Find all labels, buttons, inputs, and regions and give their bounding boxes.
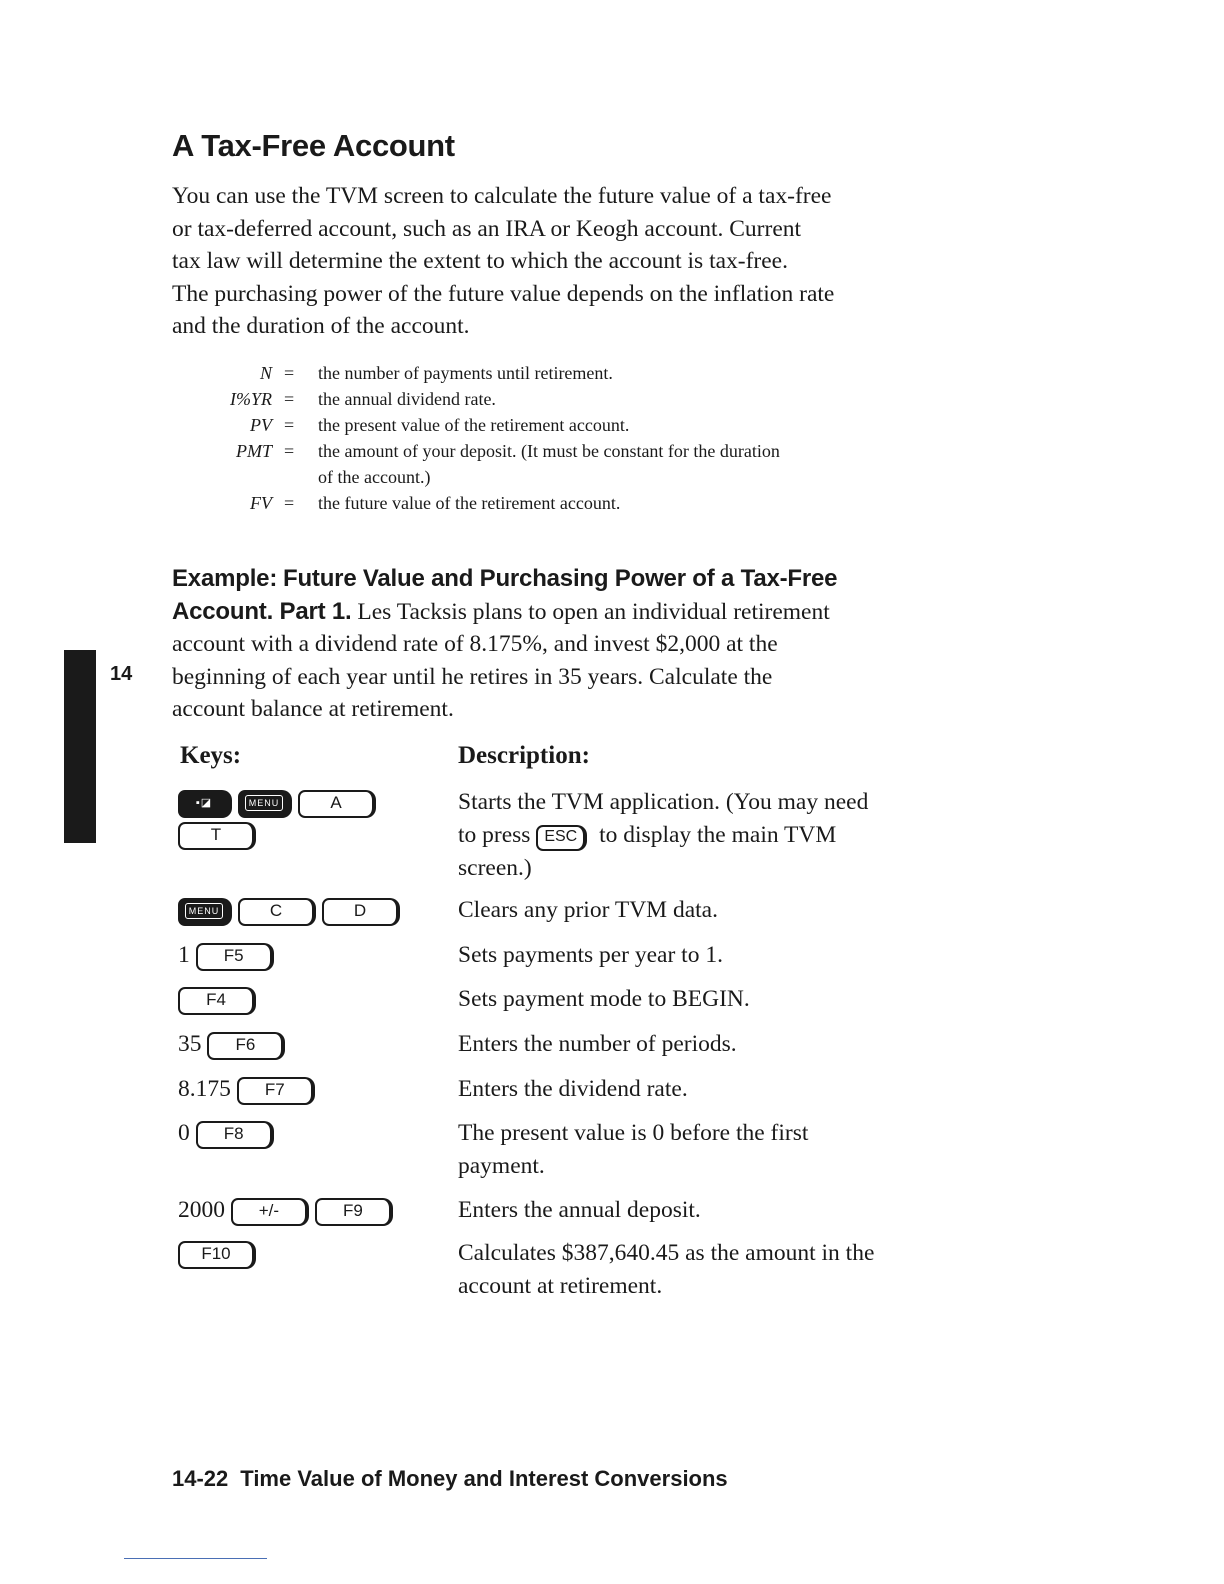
definition-row: [172, 438, 1012, 464]
description-column-header: Description:: [458, 742, 590, 769]
f7-key: F7: [237, 1077, 315, 1105]
keystroke-sequence: [178, 894, 406, 927]
menu-key: MENU: [238, 790, 292, 818]
definition-variable: PMT: [236, 441, 272, 461]
row-description: The present value is 0 before the first payment.: [458, 1120, 809, 1179]
keystroke-prefix: 8.175: [178, 1076, 231, 1102]
definition-variable: I%YR: [230, 389, 272, 409]
definition-variable: FV: [250, 493, 272, 513]
definition-text: the annual dividend rate.: [318, 389, 496, 409]
definition-row: [172, 412, 1012, 438]
c-key: C: [238, 898, 316, 926]
example-line: account balance at retirement.: [172, 696, 454, 722]
definition-row: [172, 464, 1012, 490]
intro-paragraph: [172, 180, 1012, 343]
chapter-title: Time Value of Money and Interest Conversions: [240, 1466, 728, 1491]
row-description: Calculates $387,640.45 as the amount in the account at retirement.: [458, 1240, 875, 1299]
keystroke-sequence: [178, 1117, 280, 1150]
definition-row: [172, 360, 1012, 386]
f6-key: F6: [207, 1032, 285, 1060]
definition-variable: PV: [250, 415, 272, 435]
example-line: beginning of each year until he retires in 35 years. Calculate the: [172, 663, 773, 690]
definition-variable: N: [259, 363, 272, 383]
section-title: A Tax-Free Account: [172, 128, 455, 163]
bottom-rule: [124, 1558, 267, 1559]
keystroke-prefix: 1: [178, 942, 190, 968]
page-footer: [172, 1466, 728, 1492]
example-heading: Future Value and Purchasing Power of a Tax-Free: [283, 565, 838, 592]
row-description: Starts the TVM application. (You may need to press ESC to display the main TVM screen.): [458, 789, 869, 881]
example-body: Les Tacksis plans to open an individual retirement: [357, 598, 830, 625]
example-paragraph: [172, 563, 1022, 726]
intro-line: tax law will determine the extent to which the account is tax-free.: [172, 248, 788, 274]
row-description: Enters the dividend rate.: [458, 1076, 688, 1102]
keystroke-sequence: [178, 983, 262, 1016]
f4-key: F4: [178, 987, 256, 1015]
intro-line: and the duration of the account.: [172, 313, 470, 339]
chapter-number: 14: [110, 663, 133, 685]
keystroke-prefix: 2000: [178, 1197, 225, 1223]
definition-row: [172, 490, 1012, 516]
intro-line: The purchasing power of the future value depends on the inflation rate: [172, 280, 835, 307]
row-description: Clears any prior TVM data.: [458, 897, 718, 923]
definition-text: of the account.): [318, 467, 431, 487]
f10-key: F10: [178, 1241, 256, 1269]
intro-line: or tax-deferred account, such as an IRA or Keogh account. Current: [172, 215, 802, 242]
example-label: Example:: [172, 565, 278, 592]
keystroke-prefix: 0: [178, 1120, 190, 1146]
definition-text: the amount of your deposit. (It must be constant for the duration: [318, 441, 780, 461]
definition-equals: =: [284, 363, 295, 383]
a-key: A: [298, 790, 376, 818]
keystroke-sequence: [178, 1028, 291, 1061]
intro-line: You can use the TVM screen to calculate the future value of a tax-free: [172, 183, 832, 209]
definition-equals: =: [284, 389, 295, 409]
t-key: T: [178, 822, 256, 850]
row-description: Sets payments per year to 1.: [458, 942, 723, 968]
definition-equals: =: [284, 415, 295, 435]
keystroke-sequence: [178, 786, 382, 851]
esc-key: ESC: [536, 825, 587, 851]
row-description: Enters the annual deposit.: [458, 1197, 701, 1223]
example-heading-part: Account. Part 1.: [172, 597, 352, 625]
definition-text: the future value of the retirement account.: [318, 493, 621, 513]
definition-equals: =: [284, 493, 295, 513]
keystroke-prefix: 35: [178, 1031, 202, 1057]
f5-key: F5: [196, 943, 274, 971]
keystroke-sequence: [178, 1073, 321, 1106]
definition-equals: =: [284, 441, 295, 461]
f9-key: F9: [315, 1198, 393, 1226]
definition-text: the number of payments until retirement.: [318, 363, 613, 383]
chapter-tab-marker: [64, 650, 96, 843]
keystroke-sequence: [178, 1194, 399, 1227]
f8-key: F8: [196, 1121, 274, 1149]
example-heading-line: [172, 596, 1022, 629]
keystroke-sequence: [178, 939, 280, 972]
example-line: account with a dividend rate of 8.175%, and invest $2,000 at the: [172, 631, 778, 657]
change-sign-key: +/-: [231, 1198, 309, 1226]
keystroke-sequence: [178, 1237, 262, 1270]
row-description: Sets payment mode to BEGIN.: [458, 986, 750, 1012]
row-description: Enters the number of periods.: [458, 1031, 737, 1057]
definition-row: [172, 386, 1012, 412]
menu-key: MENU: [178, 898, 232, 926]
example-heading-line: [172, 563, 1022, 596]
definition-text: the present value of the retirement account.: [318, 415, 630, 435]
variable-definitions: [172, 360, 1012, 516]
page-number: 14-22: [172, 1466, 229, 1491]
d-key: D: [322, 898, 400, 926]
shift-key-icon: ▪◪: [178, 790, 232, 818]
keys-column-header: Keys:: [180, 742, 242, 769]
